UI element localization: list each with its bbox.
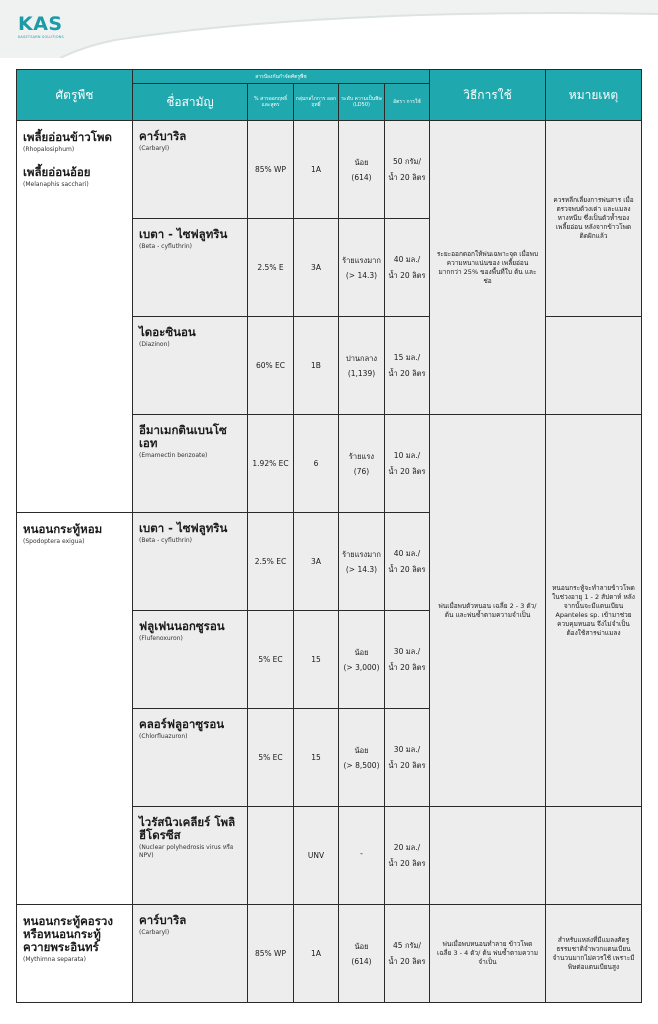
pest-scientific-name: (Mythimna separata)	[23, 956, 86, 963]
common-name-cell: คลอร์ฟลูอาซูรอน (Chlorfluazuron)	[133, 709, 248, 807]
pesticide-table	[16, 69, 642, 1003]
moa-cell: 15	[294, 611, 339, 709]
moa-cell: 3A	[294, 513, 339, 611]
header-pesticide-group: สารป้องกันกำจัดศัตรูพืช	[133, 70, 430, 84]
header-swoosh-graphic	[0, 0, 658, 58]
percent-cell	[248, 807, 294, 905]
moa-cell: 3A	[294, 219, 339, 317]
rate-cell: 45 กรัม/ น้ำ 20 ลิตร	[385, 905, 430, 1003]
method-cell-empty	[430, 807, 546, 905]
rate-cell: 40 มล./ น้ำ 20 ลิตร	[385, 219, 430, 317]
toxicity-cell: ร้ายแรงมาก (> 14.3)	[339, 219, 385, 317]
header-rate: อัตรา การใช้	[385, 84, 430, 121]
rate-cell: 50 กรัม/ น้ำ 20 ลิตร	[385, 121, 430, 219]
pest-cell-aphid	[17, 121, 133, 513]
pest-name: เพลี้ยอ่อนข้าวโพด	[23, 130, 112, 144]
toxicity-cell: ร้ายแรงมาก (> 14.3)	[339, 513, 385, 611]
toxicity-cell: น้อย (614)	[339, 905, 385, 1003]
toxicity-cell: ปานกลาง (1,139)	[339, 317, 385, 415]
common-name-cell: คาร์บาริล (Carbaryl)	[133, 905, 248, 1003]
moa-cell: 1B	[294, 317, 339, 415]
toxicity-cell: -	[339, 807, 385, 905]
percent-cell: 1.92% EC	[248, 415, 294, 513]
header-remark: หมายเหตุ	[546, 70, 642, 121]
rate-cell: 20 มล./ น้ำ 20 ลิตร	[385, 807, 430, 905]
moa-cell: 15	[294, 709, 339, 807]
rate-cell: 40 มล./ น้ำ 20 ลิตร	[385, 513, 430, 611]
pest-scientific-name: (Melanaphis sacchari)	[23, 181, 89, 188]
common-name-cell: เบตา - ไซฟลูทริน (Beta - cyfluthrin)	[133, 513, 248, 611]
percent-cell: 5% EC	[248, 709, 294, 807]
moa-cell: 1A	[294, 121, 339, 219]
table-row	[17, 121, 642, 219]
rate-cell: 30 มล./ น้ำ 20 ลิตร	[385, 709, 430, 807]
rate-cell: 15 มล./ น้ำ 20 ลิตร	[385, 317, 430, 415]
method-cell-oriental-armyworm: พ่นเมื่อพบหนอนทำลาย ข้าวโพดเฉลี่ย 3 - 4 ตัว/ ต้น พ่นซ้ำตามความจำเป็น	[430, 905, 546, 1003]
pest-name: หนอนกระทู้คอรวง หรือหนอนกระทู้ ควายพระอินทร์	[23, 914, 113, 954]
pest-scientific-name: (Spodoptera exigua)	[23, 538, 85, 545]
method-cell-aphid: ระยะออกดอกให้พ่นเฉพาะจุด เมื่อพบความหนาแน่นของ เพลี้ยอ่อนมากกว่า 25% ของพื้นที่ใบ ต้น และช่อ	[430, 121, 546, 415]
toxicity-cell: ร้ายแรง (76)	[339, 415, 385, 513]
common-name-cell: ไวรัสนิวเคลียร์ โพลิฮีโดรซีส (Nuclear polyhedrosis virus หรือ NPV)	[133, 807, 248, 905]
logo-text: KAS	[18, 13, 63, 35]
moa-cell: 1A	[294, 905, 339, 1003]
toxicity-cell: น้อย (614)	[339, 121, 385, 219]
header-pest: ศัตรูพืช	[17, 70, 133, 121]
percent-cell: 2.5% EC	[248, 513, 294, 611]
remark-cell-armyworm: หนอนกระทู้จะทำลายข้าวโพด ในช่วงอายุ 1 - 2 สัปดาห์ หลังจากนั้นจะมีแตนเบียน Apanteles sp. เข้ามาช่วยควบคุมหนอน จึงไม่จำเป็นต้องใช้สารฆ่าแมลง	[546, 415, 642, 807]
common-name-cell: คาร์บาริล (Carbaryl)	[133, 121, 248, 219]
common-name-cell: เบตา - ไซฟลูทริน (Beta - cyfluthrin)	[133, 219, 248, 317]
header-common-name: ชื่อสามัญ	[133, 84, 248, 121]
rate-cell: 30 มล./ น้ำ 20 ลิตร	[385, 611, 430, 709]
percent-cell: 85% WP	[248, 905, 294, 1003]
table-row	[17, 905, 642, 1003]
common-name-cell: ไดอะซินอน (Diazinon)	[133, 317, 248, 415]
header-method: วิธีการใช้	[430, 70, 546, 121]
percent-cell: 5% EC	[248, 611, 294, 709]
moa-cell: 6	[294, 415, 339, 513]
header-moa: กลุ่มกลไกการ ออกฤทธิ์	[294, 84, 339, 121]
percent-cell: 85% WP	[248, 121, 294, 219]
percent-cell: 60% EC	[248, 317, 294, 415]
remark-cell-empty	[546, 807, 642, 905]
remark-cell-aphid: ควรหลีกเลี่ยงการพ่นสาร เมื่อตรวจพบด้วงเต่า และแมลงหางหนีบ ซึ่งเป็นตัวห้ำของเพลี้ยอ่อน หลังจากข้าวโพดติดฝักแล้ว	[546, 121, 642, 317]
rate-cell: 10 มล./ น้ำ 20 ลิตร	[385, 415, 430, 513]
moa-cell: UNV	[294, 807, 339, 905]
remark-cell-oriental-armyworm: สำหรับแหล่งที่มีแมลงศัตรู ธรรมชาติจำพวกแตนเบียน จำนวนมากไม่ควรใช้ เพราะมีพิษต่อแตนเบียนสูง	[546, 905, 642, 1003]
header-band	[0, 0, 658, 58]
pest-cell-oriental-armyworm	[17, 905, 133, 1003]
percent-cell: 2.5% E	[248, 219, 294, 317]
common-name-cell: อีมาเมกตินเบนโซเอท (Emamectin benzoate)	[133, 415, 248, 513]
toxicity-cell: น้อย (> 3,000)	[339, 611, 385, 709]
pest-name: หนอนกระทู้หอม	[23, 522, 103, 536]
toxicity-cell: น้อย (> 8,500)	[339, 709, 385, 807]
logo-subtext: KASETSARN SOLUTIONS	[18, 35, 64, 39]
pest-name: เพลี้ยอ่อนอ้อย	[23, 165, 91, 179]
method-cell-armyworm: พ่นเมื่อพบตัวหนอน เฉลี่ย 2 - 3 ตัว/ ต้น และพ่นซ้ำตามความจำเป็น	[430, 415, 546, 807]
pest-scientific-name: (Rhopalosiphum)	[23, 146, 75, 153]
header-toxicity: ระดับ ความเป็นพิษ (LD50)	[339, 84, 385, 121]
header-percent: % สารออกฤทธิ์ และสูตร	[248, 84, 294, 121]
common-name-cell: ฟลูเฟนนอกซูรอน (Flufenoxuron)	[133, 611, 248, 709]
remark-cell-empty	[546, 317, 642, 415]
pest-cell-armyworm	[17, 513, 133, 905]
kas-logo	[18, 14, 66, 39]
